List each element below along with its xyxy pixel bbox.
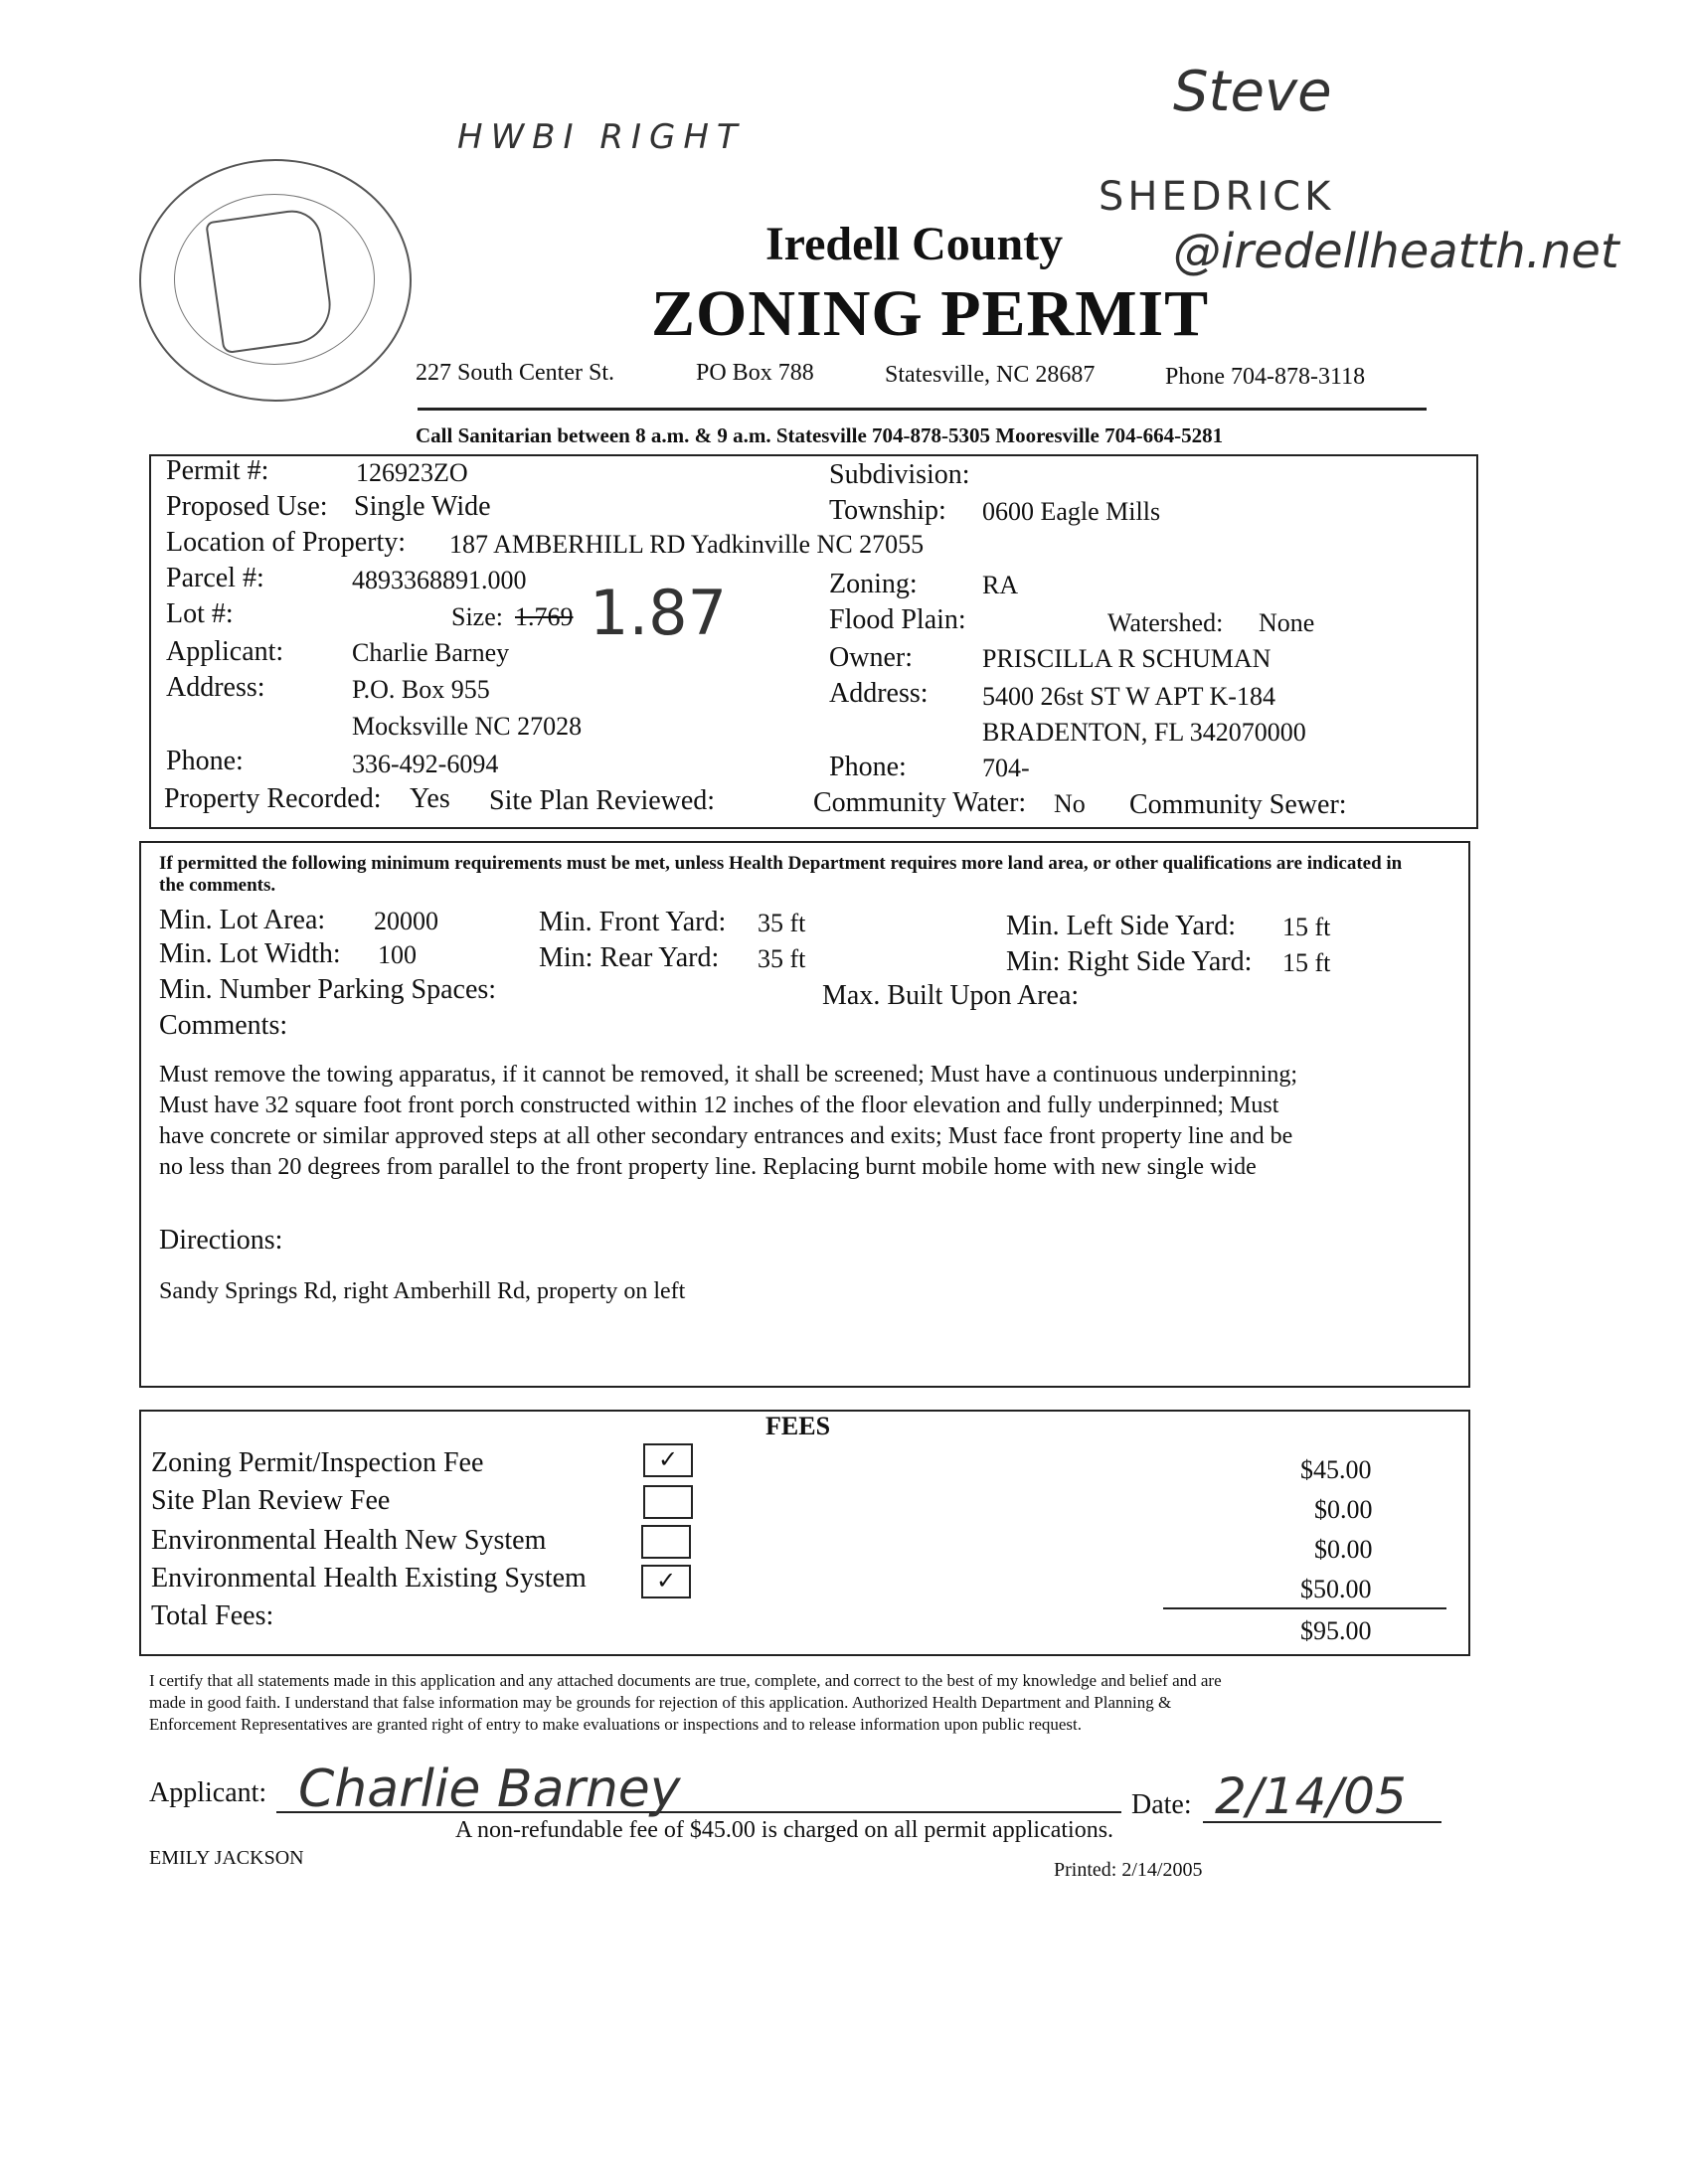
clerk-name: EMILY JACKSON [149, 1847, 304, 1869]
applicant-signature: Charlie Barney [298, 1760, 681, 1819]
lot-label: Lot #: [166, 598, 234, 629]
min-left-side-label: Min. Left Side Yard: [1006, 911, 1236, 941]
requirements-intro-text: If permitted the following minimum requirements must be met, unless Health Department requires more land area, or other qualifications are indicated in the comments. [159, 853, 1403, 896]
certification-text [149, 1670, 1222, 1736]
header-po-box: PO Box 788 [696, 360, 814, 386]
min-lot-area-value: 20000 [374, 907, 438, 935]
township-label: Township: [829, 495, 946, 526]
owner-address-label: Address: [829, 678, 929, 709]
min-right-side-label: Min: Right Side Yard: [1006, 946, 1253, 977]
applicant-phone-value: 336-492-6094 [352, 750, 499, 778]
subdivision-label: Subdivision: [829, 459, 970, 490]
property-recorded-value: Yes [410, 783, 450, 814]
township-value: 0600 Eagle Mills [982, 497, 1161, 526]
site-plan-reviewed-label: Site Plan Reviewed: [489, 785, 716, 816]
fee-label-zoning: Zoning Permit/Inspection Fee [151, 1447, 484, 1478]
certification-line-1: I certify that all statements made in this application and any attached documents are true, complete, and correct to the best of my knowledge and belief and are [149, 1671, 1222, 1690]
comments-line-1: Must remove the towing apparatus, if it cannot be removed, it shall be screened; Must have a continuous underpinning; [159, 1062, 1298, 1088]
fee-label-site-plan: Site Plan Review Fee [151, 1485, 391, 1516]
min-left-side-value: 15 ft [1282, 913, 1331, 941]
comments-line-4: no less than 20 degrees from parallel to the front property line. Replacing burnt mobile home with new single wide [159, 1154, 1257, 1180]
directions-value: Sandy Springs Rd, right Amberhill Rd, property on left [159, 1278, 686, 1304]
fee-checkbox-site-plan[interactable] [643, 1485, 693, 1519]
applicant-address-line2: Mocksville NC 27028 [352, 712, 583, 741]
min-lot-width-value: 100 [378, 940, 417, 969]
parcel-label: Parcel #: [166, 563, 264, 593]
header-city: Statesville, NC 28687 [885, 362, 1096, 388]
fee-amount-site-plan: $0.00 [1314, 1495, 1373, 1524]
directions-label: Directions: [159, 1225, 283, 1256]
flood-plain-label: Flood Plain: [829, 604, 966, 635]
page-title: ZONING PERMIT [651, 277, 1210, 350]
header-divider [418, 408, 1427, 411]
permit-number-label: Permit #: [166, 455, 269, 486]
header-street: 227 South Center St. [416, 360, 615, 386]
fee-amount-zoning: $45.00 [1300, 1455, 1372, 1484]
min-front-yard-label: Min. Front Yard: [539, 907, 727, 937]
min-rear-yard-label: Min: Rear Yard: [539, 942, 720, 973]
applicant-phone-label: Phone: [166, 746, 244, 776]
min-rear-yard-value: 35 ft [758, 944, 806, 973]
applicant-value: Charlie Barney [352, 638, 510, 667]
location-label: Location of Property: [166, 527, 407, 558]
applicant-address-label: Address: [166, 672, 265, 703]
zoning-value: RA [982, 571, 1019, 599]
nonrefundable-note: A non-refundable fee of $45.00 is charged on all permit applications. [455, 1817, 1114, 1843]
applicant-signature-label: Applicant: [149, 1777, 267, 1808]
community-sewer-label: Community Sewer: [1129, 789, 1347, 820]
owner-value: PRISCILLA R SCHUMAN [982, 644, 1271, 673]
property-recorded-label: Property Recorded: [164, 783, 382, 814]
owner-phone-label: Phone: [829, 752, 907, 782]
fee-amount-env-existing: $50.00 [1300, 1575, 1372, 1603]
fees-title: FEES [765, 1412, 831, 1440]
min-lot-width-label: Min. Lot Width: [159, 938, 341, 969]
owner-address-line1: 5400 26st ST W APT K-184 [982, 682, 1275, 711]
comments-line-2: Must have 32 square foot front porch constructed within 12 inches of the floor elevation and fully underpinned; Must [159, 1092, 1279, 1118]
total-fees-label: Total Fees: [151, 1600, 274, 1631]
certification-line-2: made in good faith. I understand that false information may be grounds for rejection of this application. Authorized Health Department and Planning & [149, 1693, 1172, 1712]
proposed-use-label: Proposed Use: [166, 491, 328, 522]
county-name: Iredell County [765, 218, 1064, 270]
owner-label: Owner: [829, 642, 913, 673]
min-right-side-value: 15 ft [1282, 948, 1331, 977]
fee-label-env-existing: Environmental Health Existing System [151, 1563, 587, 1594]
owner-address-line2: BRADENTON, FL 342070000 [982, 718, 1306, 747]
total-fees-value: $95.00 [1300, 1616, 1372, 1645]
fee-checkbox-env-new[interactable] [641, 1525, 691, 1559]
printed-date: Printed: 2/14/2005 [1054, 1859, 1203, 1881]
comments-text [159, 1060, 1297, 1183]
community-water-value: No [1054, 789, 1086, 818]
county-seal-emblem [205, 207, 336, 355]
handwritten-steve: Steve [1173, 60, 1332, 124]
size-handwritten-correction: 1.87 [590, 577, 728, 649]
applicant-address-line1: P.O. Box 955 [352, 675, 490, 704]
fees-total-rule [1163, 1607, 1446, 1609]
fee-amount-env-new: $0.00 [1314, 1535, 1373, 1564]
handwritten-email: @iredellheatth.net [1173, 224, 1619, 279]
header-phone: Phone 704-878-3118 [1165, 364, 1366, 390]
size-label: Size: [451, 602, 503, 631]
min-lot-area-label: Min. Lot Area: [159, 905, 326, 935]
applicant-label: Applicant: [166, 636, 284, 667]
comments-label: Comments: [159, 1010, 288, 1041]
handwritten-shedrick: SHEDRICK [1099, 174, 1335, 220]
certification-line-3: Enforcement Representatives are granted right of entry to make evaluations or inspections and to release information upon public request. [149, 1715, 1082, 1734]
watershed-label: Watershed: [1107, 608, 1224, 637]
fee-checkbox-zoning[interactable]: ✓ [643, 1443, 693, 1477]
permit-info-box [149, 454, 1478, 829]
size-value-struck: 1.769 [515, 602, 574, 631]
max-built-upon-label: Max. Built Upon Area: [822, 980, 1080, 1011]
fee-label-env-new: Environmental Health New System [151, 1525, 547, 1556]
sanitarian-line: Call Sanitarian between 8 a.m. & 9 a.m. Statesville 704-878-5305 Mooresville 704-664-5281 [416, 423, 1224, 447]
comments-line-3: have concrete or similar approved steps at all other secondary entrances and exits; Must face front property line and be [159, 1123, 1293, 1149]
zoning-label: Zoning: [829, 569, 918, 599]
fee-checkbox-env-existing[interactable]: ✓ [641, 1565, 691, 1598]
permit-number-value: 126923ZO [356, 458, 468, 487]
proposed-use-value: Single Wide [354, 491, 491, 522]
location-value: 187 AMBERHILL RD Yadkinville NC 27055 [449, 530, 925, 559]
watershed-value: None [1259, 608, 1315, 637]
handwritten-note-hwbi: HWBI RIGHT [457, 117, 746, 157]
date-label: Date: [1131, 1789, 1192, 1820]
community-water-label: Community Water: [813, 787, 1027, 818]
signed-date: 2/14/05 [1215, 1767, 1407, 1825]
owner-phone-value: 704- [982, 754, 1030, 782]
requirements-intro [159, 853, 1432, 897]
parcel-value: 4893368891.000 [352, 566, 527, 594]
min-front-yard-value: 35 ft [758, 909, 806, 937]
min-parking-label: Min. Number Parking Spaces: [159, 974, 497, 1005]
